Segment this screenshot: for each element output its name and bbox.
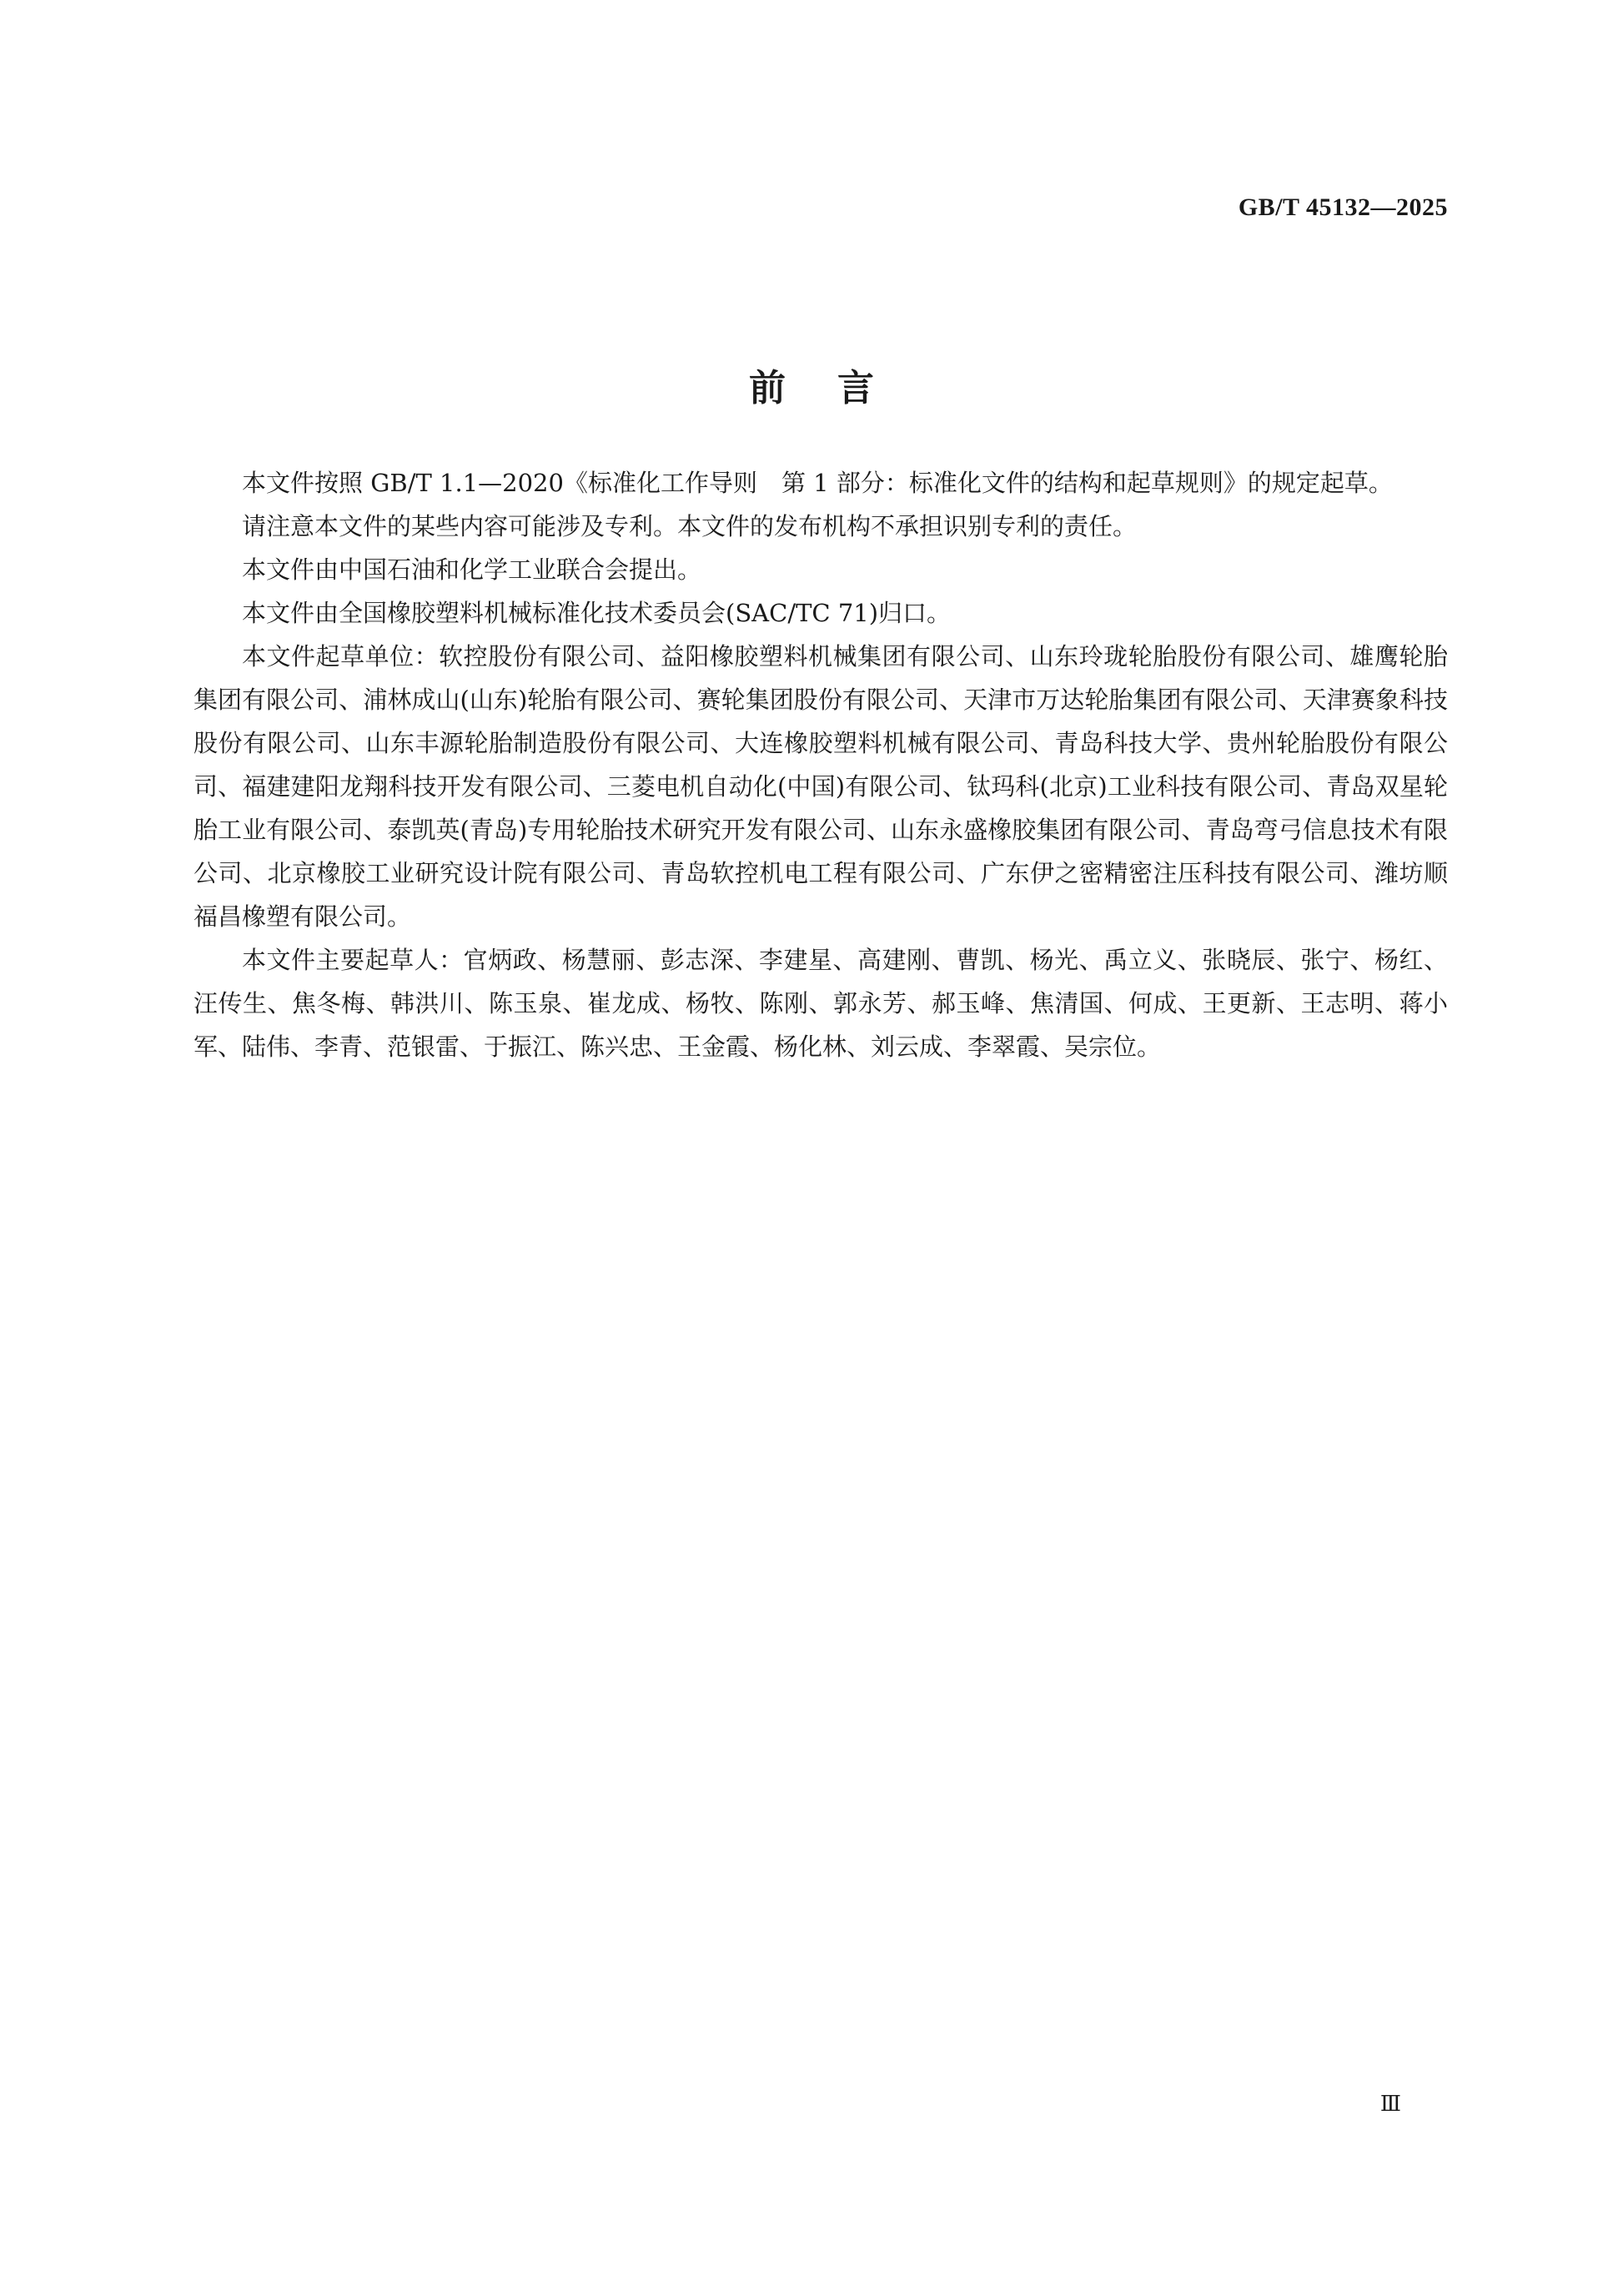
page-title: 前言 (749, 367, 926, 410)
paragraph-main-drafters: 本文件主要起草人：官炳政、杨慧丽、彭志深、李建星、高建刚、曹凯、杨光、禹立义、张晓辰、张宁、杨红、汪传生、焦冬梅、韩洪川、陈玉泉、崔龙成、杨牧、陈刚、郭永芳、郝玉峰、焦清国、何成、王更新、王志明、蒋小军、陆伟、李青、范银雷、于振江、陈兴忠、王金霞、杨化林、刘云成、李翠霞、吴宗位。 (193, 946, 1448, 1061)
paragraph-proposer: 本文件由中国石油和化学工业联合会提出。 (242, 555, 702, 584)
paragraph-patent-notice: 请注意本文件的某些内容可能涉及专利。本文件的发布机构不承担识别专利的责任。 (242, 512, 1138, 540)
page-number: Ⅲ (1379, 2092, 1399, 2117)
foreword-body (193, 461, 1448, 1068)
paragraph-drafting-basis: 本文件按照 GB/T 1.1—2020《标准化工作导则 第 1 部分：标准化文件的结构和起草规则》的规定起草。 (242, 469, 1393, 497)
document-code: GB/T 45132—2025 (1238, 193, 1448, 221)
paragraph-drafting-units: 本文件起草单位：软控股份有限公司、益阳橡胶塑料机械集团有限公司、山东玲珑轮胎股份有限公司、雄鹰轮胎集团有限公司、浦林成山(山东)轮胎有限公司、赛轮集团股份有限公司、天津市万达轮胎集团有限公司、天津赛象科技股份有限公司、山东丰源轮胎制造股份有限公司、大连橡胶塑料机械有限公司、青岛科技大学、贵州轮胎股份有限公司、福建建阳龙翔科技开发有限公司、三菱电机自动化(中国)有限公司、钛玛科(北京)工业科技有限公司、青岛双星轮胎工业有限公司、泰凯英(青岛)专用轮胎技术研究开发有限公司、山东永盛橡胶集团有限公司、青岛弯弓信息技术有限公司、北京橡胶工业研究设计院有限公司、青岛软控机电工程有限公司、广东伊之密精密注压科技有限公司、潍坊顺福昌橡塑有限公司。 (193, 642, 1448, 931)
paragraph-technical-committee: 本文件由全国橡胶塑料机械标准化技术委员会(SAC/TC 71)归口。 (242, 599, 952, 627)
